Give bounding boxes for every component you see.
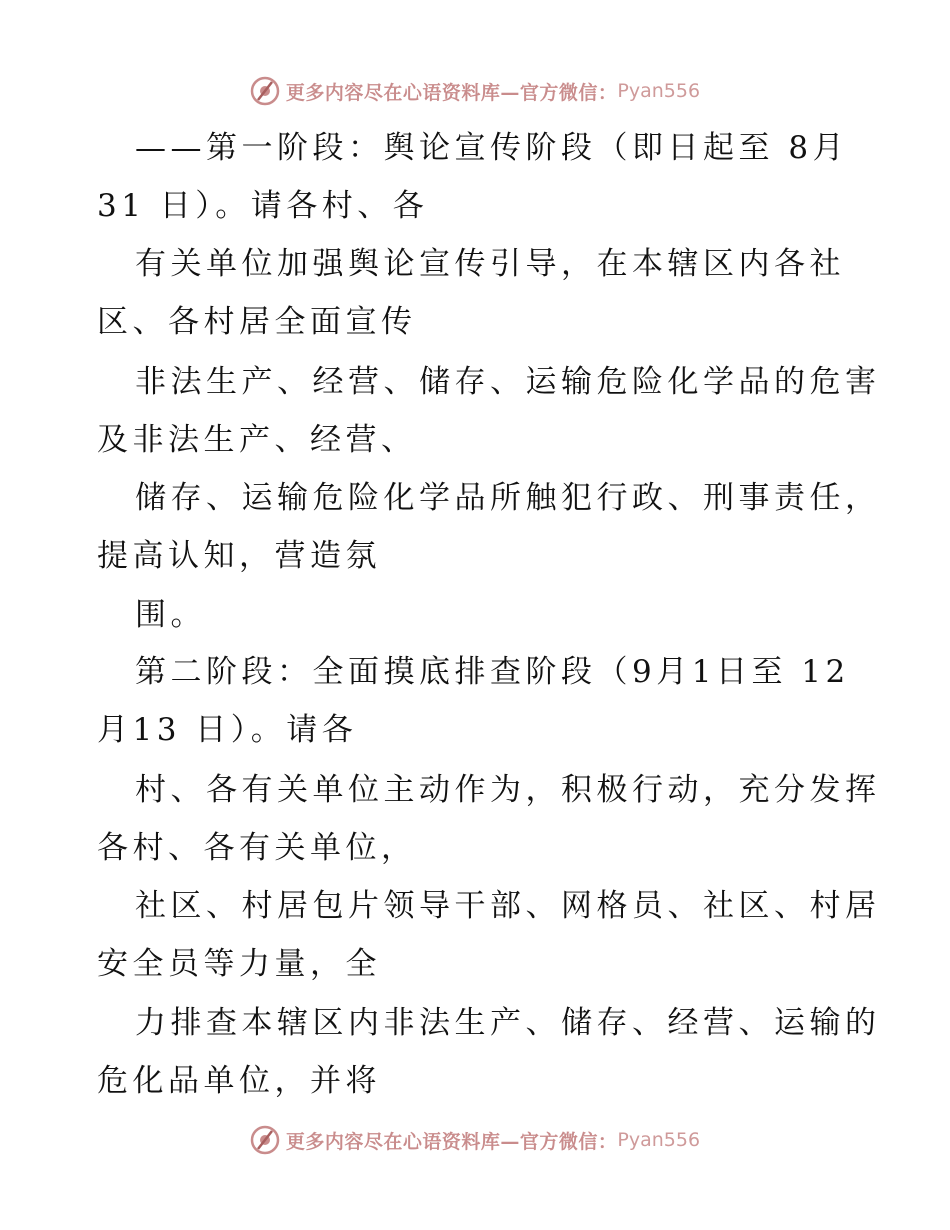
logo-icon xyxy=(250,1125,280,1155)
text-line: 危化品单位，并将 xyxy=(97,1063,381,1099)
header-wechat-id: Pyan556 xyxy=(617,80,701,102)
text-line: 提高认知，营造氛 xyxy=(97,538,381,574)
text-line: 区、各村居全面宣传 xyxy=(97,304,417,340)
text-line: 31 日）。请各村、各 xyxy=(97,188,429,224)
text-line: ——第一阶段：舆论宣传阶段（即日起至 8月 xyxy=(135,130,849,166)
text-line: 围。 xyxy=(135,597,206,633)
text-line: 月13 日）。请各 xyxy=(97,712,358,748)
text-line: 有关单位加强舆论宣传引导，在本辖区内各社 xyxy=(135,246,845,282)
text-line: 村、各有关单位主动作为，积极行动，充分发挥 xyxy=(135,772,881,808)
text-line: 各村、各有关单位， xyxy=(97,830,417,866)
text-line: 及非法生产、经营、 xyxy=(97,422,417,458)
header-text: 更多内容尽在心语资料库—官方微信： xyxy=(285,81,618,104)
footer-watermark xyxy=(0,1120,950,1160)
text-line: 安全员等力量，全 xyxy=(97,946,381,982)
footer-text: 更多内容尽在心语资料库—官方微信： xyxy=(285,1130,618,1153)
text-line: 社区、村居包片领导干部、网格员、社区、村居 xyxy=(135,888,881,924)
footer-wechat-id: Pyan556 xyxy=(617,1129,701,1151)
header-watermark xyxy=(0,71,950,111)
text-line: 非法生产、经营、储存、运输危险化学品的危害 xyxy=(135,364,881,400)
logo-icon xyxy=(250,76,280,106)
text-line: 储存、运输危险化学品所触犯行政、刑事责任， xyxy=(135,480,881,516)
text-line: 力排查本辖区内非法生产、储存、经营、运输的 xyxy=(135,1005,881,1041)
text-line: 第二阶段：全面摸底排查阶段（9月1日至 12 xyxy=(135,654,850,690)
